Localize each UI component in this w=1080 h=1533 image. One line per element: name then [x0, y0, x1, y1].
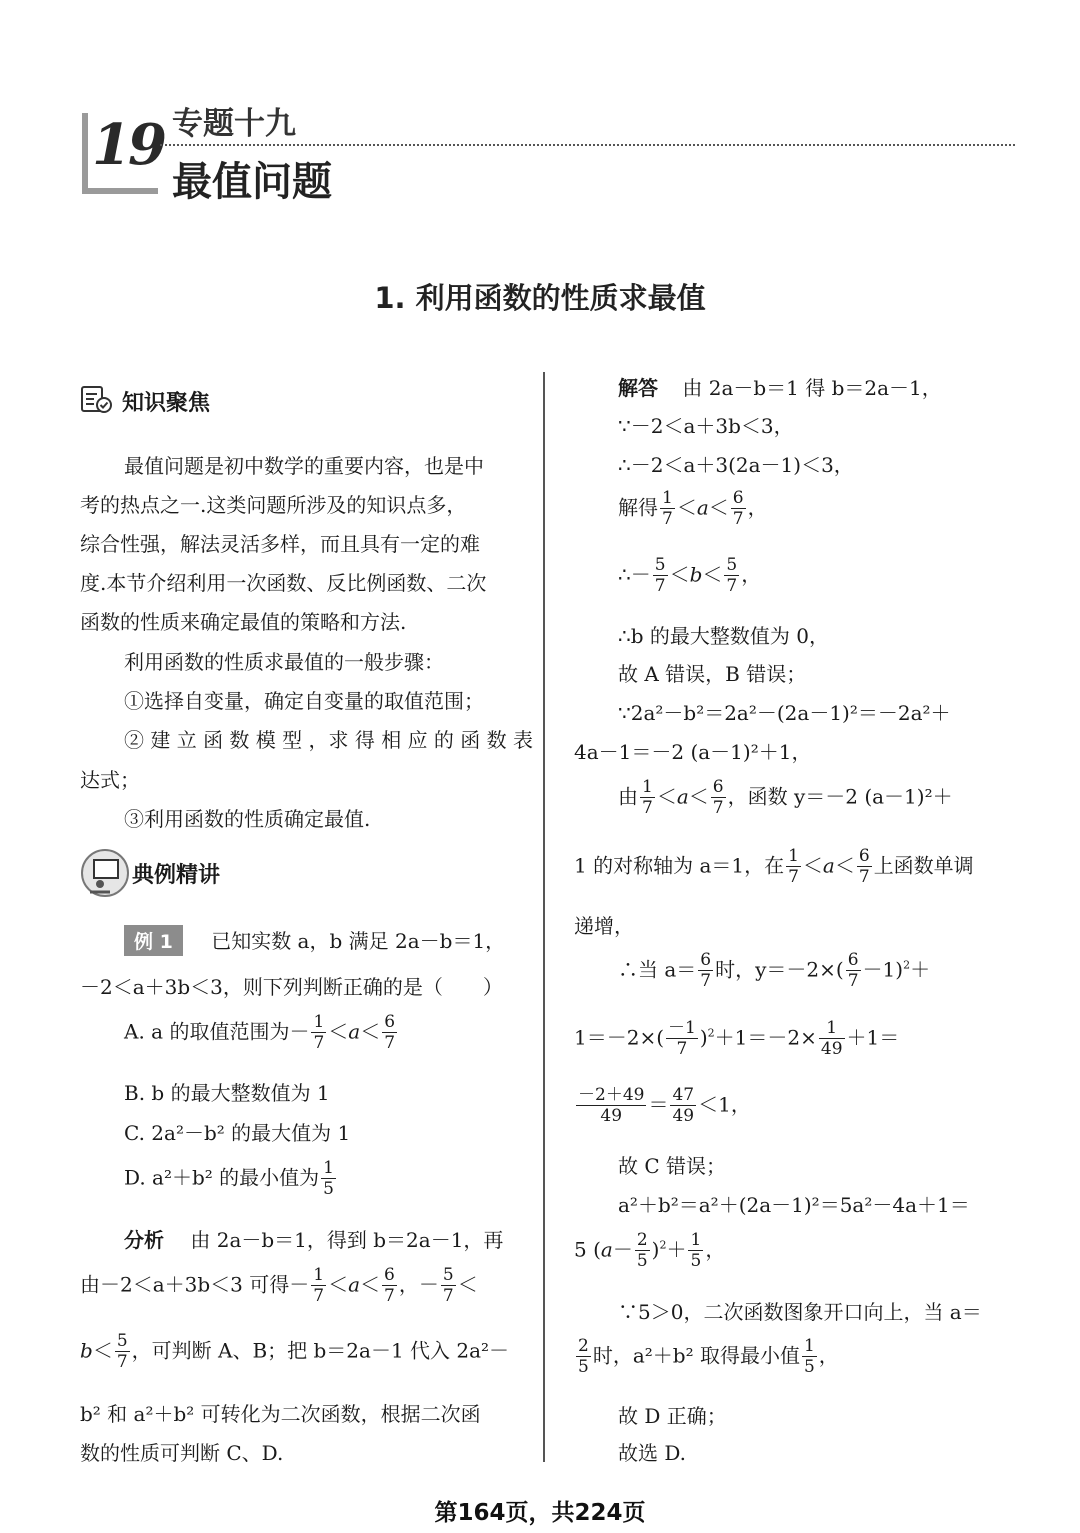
solution-line-19: ∵5＞0，二次函数图象开口向上，当 a＝ [618, 1300, 982, 1324]
solution-line-5: ∴－ $\frac{5}{7}$ ＜b＜ $\frac{5}{7}$ ， [618, 555, 762, 597]
example-q1: 例 1 已知实数 a，b 满足 2a－b＝1， [124, 925, 505, 956]
solution-line-11: 1 的对称轴为 a＝1，在 $\frac{1}{7}$ ＜a＜ $\frac{6}{7}$ 上函数单调 [574, 846, 974, 888]
chapter-number: 19 [92, 112, 164, 178]
knowledge-line-7: ①选择自变量，确定自变量的取值范围； [124, 689, 484, 713]
analysis-line-4: b² 和 a²＋b² 可转化为二次函数，根据二次函 [80, 1402, 481, 1426]
solution-line-21: 故 D 正确； [618, 1404, 727, 1428]
knowledge-line-5: 函数的性质来确定最值的策略和方法. [80, 610, 407, 634]
solution-line-2: ∵－2＜a＋3b＜3， [618, 414, 794, 438]
solution-line-10: 由 $\frac{1}{7}$ ＜a＜ $\frac{6}{7}$ ，函数 y＝－2 (a－1)²＋ [618, 777, 953, 819]
analysis-line-3: b＜ $\frac{5}{7}$ ，可判断 A、B；把 b＝2a－1 代入 2a²－ [80, 1331, 510, 1373]
solution-line-7: 故 A 错误，B 错误； [618, 662, 807, 686]
solution-line-15: $\frac{-2+49}{49}$ ＝ $\frac{47}{49}$ ＜1， [578, 1085, 751, 1127]
knowledge-line-6: 利用函数的性质求最值的一般步骤： [124, 650, 444, 674]
solution-line-1: 解答 由 2a－b＝1 得 b＝2a－1， [618, 376, 942, 400]
solution-line-18: 5 (a－ $\frac{2}{5}$ )$^2$＋ $\frac{1}{5}$ ， [574, 1230, 726, 1272]
knowledge-heading: 知识聚焦 [122, 391, 211, 416]
lecture-icon [80, 848, 130, 902]
knowledge-line-10: ③利用函数的性质确定最值. [124, 807, 371, 831]
example-q2: －2＜a＋3b＜3，则下列判断正确的是（ ） [80, 975, 503, 999]
section-title: 1. 利用函数的性质求最值 [374, 281, 706, 315]
solution-line-12: 递增， [574, 914, 634, 938]
analysis-line-2: 由－2＜a＋3b＜3 可得－ $\frac{1}{7}$ ＜a＜ $\frac{6}{7}$ ，－ $\frac{5}{7}$ ＜ [80, 1265, 478, 1307]
solution-line-20: $\frac{2}{5}$ 时，a²＋b² 取得最小值 $\frac{1}{5}$ ， [578, 1336, 839, 1378]
example-badge: 例 1 [124, 925, 183, 956]
header-divider [160, 144, 1015, 146]
chapter-subtitle: 专题十九 [172, 106, 296, 142]
checklist-icon [80, 385, 114, 419]
solution-line-6: ∴b 的最大整数值为 0， [618, 624, 829, 648]
solution-line-8: ∵2a²－b²＝2a²－(2a－1)²＝－2a²＋ [618, 701, 951, 725]
knowledge-line-8: ② 建 立 函 数 模 型 ，求 得 相 应 的 函 数 表 [124, 728, 534, 752]
column-divider [543, 372, 545, 1462]
solution-line-9: 4a－1＝－2 (a－1)²＋1， [574, 740, 812, 764]
solution-line-13: ∴当 a＝ $\frac{6}{7}$ 时，y＝－2×( $\frac{6}{7}$ －1)$^2$＋ [618, 950, 931, 992]
option-b[interactable]: B. b 的最大整数值为 1 [124, 1081, 330, 1105]
solution-line-17: a²＋b²＝a²＋(2a－1)²＝5a²－4a＋1＝ [618, 1193, 970, 1217]
solution-line-22: 故选 D. [618, 1441, 687, 1465]
option-d[interactable]: D. a²＋b² 的最小值为 $\frac{1}{5}$ [124, 1158, 334, 1200]
solution-line-16: 故 C 错误； [618, 1154, 727, 1178]
knowledge-line-3: 综合性强，解法灵活多样，而且具有一定的难 [80, 532, 480, 556]
analysis-line-1: 分析 由 2a－b＝1，得到 b＝2a－1，再 [124, 1228, 504, 1252]
option-c[interactable]: C. 2a²－b² 的最大值为 1 [124, 1121, 351, 1145]
solution-line-4: 解得 $\frac{1}{7}$ ＜a＜ $\frac{6}{7}$ ， [618, 488, 768, 530]
solution-line-14: 1＝－2×( $\frac{-1}{7}$ )$^2$＋1＝－2× $\frac{1}{49}$ ＋1＝ [574, 1018, 900, 1060]
knowledge-line-9: 达式； [80, 768, 140, 792]
option-a[interactable]: A. a 的取值范围为－ $\frac{1}{7}$ ＜a＜ $\frac{6}{7}$ [124, 1012, 396, 1054]
examples-heading: 典例精讲 [132, 863, 221, 888]
knowledge-line-2: 考的热点之一.这类问题所涉及的知识点多， [80, 493, 467, 517]
knowledge-line-1: 最值问题是初中数学的重要内容，也是中 [124, 454, 484, 478]
solution-line-3: ∴－2＜a＋3(2a－1)＜3， [618, 453, 854, 477]
analysis-line-5: 数的性质可判断 C、D. [80, 1441, 284, 1465]
page-indicator: 第164页，共224页 [434, 1500, 646, 1526]
knowledge-line-4: 度.本节介绍利用一次函数、反比例函数、二次 [80, 571, 487, 595]
chapter-title: 最值问题 [172, 159, 332, 205]
